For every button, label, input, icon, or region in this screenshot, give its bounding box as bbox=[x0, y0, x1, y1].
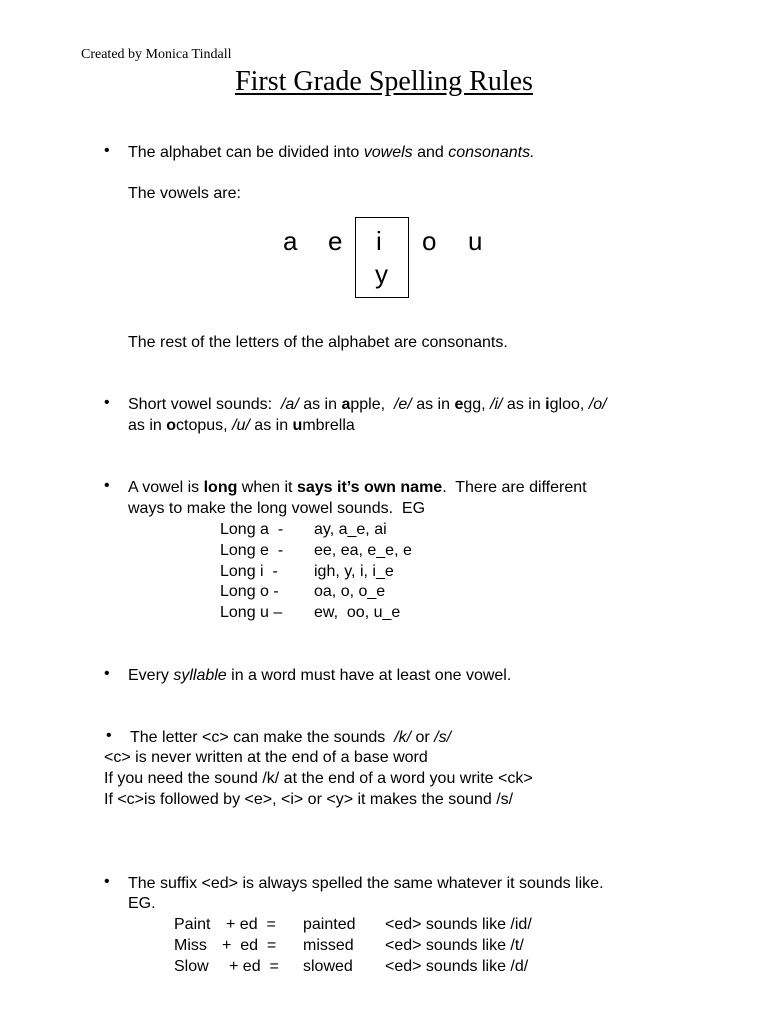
bullet: • bbox=[104, 873, 110, 890]
vowel-y: y bbox=[375, 259, 388, 289]
bullet: • bbox=[104, 394, 110, 411]
suffix-ed-line-2: EG. bbox=[128, 895, 156, 912]
letter-c-line-4: If <c>is followed by <e>, <i> or <y> it makes the sound /s/ bbox=[104, 791, 514, 808]
short-vowels-line-2: as in octopus, /u/ as in umbrella bbox=[128, 417, 355, 434]
letter-c-line-2: <c> is never written at the end of a base word bbox=[104, 749, 428, 766]
vowel-o: o bbox=[422, 226, 437, 256]
author-credit: Created by Monica Tindall bbox=[81, 47, 232, 62]
vowel-i: i bbox=[376, 226, 382, 256]
long-vowel-line-1: A vowel is long when it says it’s own name. There are different bbox=[128, 479, 587, 496]
long-vowel-line-2: ways to make the long vowel sounds. EG bbox=[128, 500, 426, 517]
letter-c-line-1: The letter <c> can make the sounds /k/ or /s/ bbox=[130, 729, 452, 746]
vowel-a: a bbox=[283, 226, 298, 256]
vowels-intro-line: The alphabet can be divided into vowels and consonants. bbox=[128, 144, 535, 161]
bullet: • bbox=[104, 665, 110, 682]
consonants-line: The rest of the letters of the alphabet are consonants. bbox=[128, 334, 508, 351]
page-title: First Grade Spelling Rules bbox=[235, 66, 533, 97]
vowel-u: u bbox=[468, 226, 483, 256]
short-vowels-line-1: Short vowel sounds: /a/ as in apple, /e/ as in egg, /i/ as in igloo, /o/ bbox=[128, 396, 607, 413]
bullet: • bbox=[106, 727, 112, 744]
vowels-are-label: The vowels are: bbox=[128, 185, 241, 202]
vowel-e: e bbox=[328, 226, 343, 256]
suffix-ed-line-1: The suffix <ed> is always spelled the same whatever it sounds like. bbox=[128, 875, 604, 892]
letter-c-line-3: If you need the sound /k/ at the end of a word you write <ck> bbox=[104, 770, 533, 787]
syllable-rule: Every syllable in a word must have at least one vowel. bbox=[128, 667, 512, 684]
bullet: • bbox=[104, 142, 110, 159]
bullet: • bbox=[104, 477, 110, 494]
